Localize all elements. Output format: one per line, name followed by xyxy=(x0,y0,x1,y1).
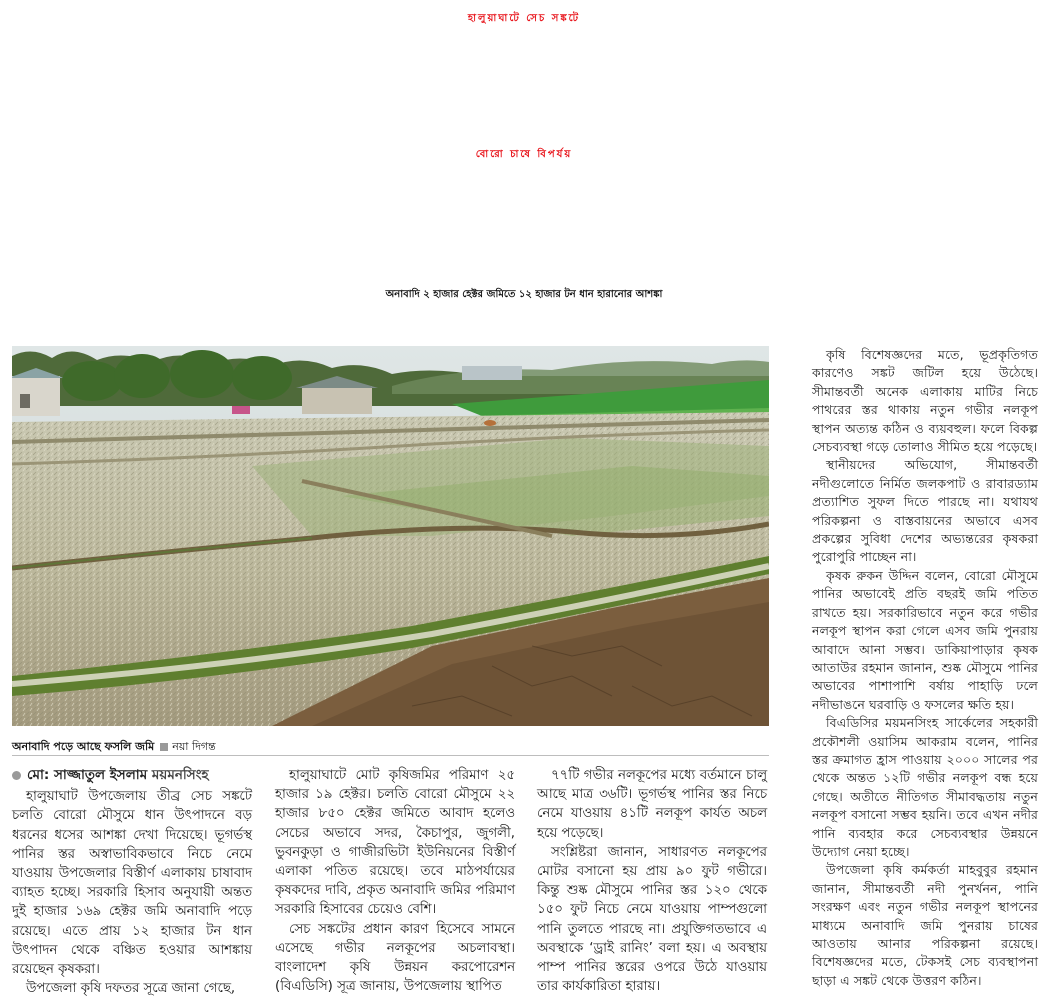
article-paragraph: উপজেলা কৃষি কর্মকর্তা মাহবুবুর রহমান জানান, সীমান্তবর্তী নদী পুনর্খনন, পানি সংরক্ষণ এবং নতুন গভীর নলকূপ স্থাপনের মাধ্যমে অনাবাদি জমি পুনরায় চাষের আওতায় আনার পরিকল্পনা রয়েছে। বিশেষজ্ঞদের মতে, টেকসই সেচ ব্যবস্থাপনা ছাড়া এ সঙ্কট থেকে উত্তরণ কঠিন। xyxy=(812,862,1038,988)
byline-author: মো: সাজ্জাতুল ইসলাম xyxy=(27,767,148,783)
article-paragraph: কৃষি বিশেষজ্ঞদের মতে, ভূপ্রকৃতিগত কারণেও সঙ্কট জটিল হয়ে উঠেছে। সীমান্তবর্তী অনেক এলাকায় মাটির নিচে পাথরের স্তর থাকায় নতুন গভীর নলকূপ স্থাপন অত্যন্ত কঠিন ও ব্যয়বহুল। ফলে বিকল্প সেচব্যবস্থা গড়ে তোলাও সীমিত হয়ে পড়েছে। xyxy=(812,347,1038,455)
article-paragraph: উপজেলা কৃষি দফতর সূত্রে জানা গেছে, xyxy=(26,981,236,997)
photo-caption-text: অনাবাদি পড়ে আছে ফসলি জমি xyxy=(12,740,155,753)
article-column-4 xyxy=(812,346,1038,990)
byline xyxy=(12,766,252,785)
article-paragraph: হালুয়াঘাট উপজেলায় তীব্র সেচ সঙ্কটে চলতি বোরো মৌসুমে ধান উৎপাদনে বড় ধরনের ধসের আশঙ্কা দেখা দিয়েছে। ভূগর্ভস্থ পানির স্তর অস্বাভাবিকভাবে নিচে নেমে যাওয়ায় উপজেলার বিস্তীর্ণ এলাকায় চাষাবাদ ব্যাহত হচ্ছে। সরকারি হিসাব অনুযায়ী অন্তত দুই হাজার ১৬৯ হেক্টর জমি অনাবাদি পড়ে রয়েছে। এতে প্রায় ১২ হাজার টন ধান উৎপাদন থেকে বঞ্চিত হওয়ার আশঙ্কায় রয়েছেন কৃষকরা। xyxy=(12,789,252,978)
caption-divider xyxy=(12,755,769,756)
news-photo xyxy=(12,346,769,726)
photo-credit: নয়া দিগন্ত xyxy=(172,740,216,753)
article-paragraph: সংশ্লিষ্টরা জানান, সাধারণত নলকূপের মোটর বসানো হয় প্রায় ৯০ ফুট গভীরে। কিন্তু শুষ্ক মৌসুমে পানির স্তর ১২০ থেকে ১৫০ ফুট নিচে নেমে যাওয়ায় পাম্পগুলো পানি তুলতে পারছে না। প্রযুক্তিগতভাবে এ অবস্থাকে ‘ড্রাই রানিং’ বলা হয়। এ অবস্থায় পাম্প পানির স্তরের ওপরে উঠে যাওয়ায় তার কার্যকারিতা হারায়। xyxy=(537,844,767,995)
article-column-1 xyxy=(12,766,252,998)
article-paragraph: বিএডিসির ময়মনসিংহ সার্কেলের সহকারী প্রকৌশলী ওয়াসিম আকরাম বলেন, পানির স্তর ক্রমাগত হ্রাস পাওয়ায় ২০০০ সালের পর থেকে অন্তত ১২টি গভীর নলকূপ বন্ধ হয়ে গেছে। অতীতে নীতিগত সীমাবদ্ধতায় নতুন নলকূপ বসানো সম্ভব হয়নি। তবে এখন নদীর পানি ব্যবহার করে সেচব্যবস্থার উন্নয়নে উদ্যোগ নেয়া হচ্ছে। xyxy=(812,715,1038,859)
subheadline: অনাবাদি ২ হাজার হেক্টর জমিতে ১২ হাজার টন ধান হারানোর আশঙ্কা xyxy=(385,289,663,300)
article-paragraph: সেচ সঙ্কটের প্রধান কারণ হিসেবে সামনে এসেছে গভীর নলকূপের অচলাবস্থা। বাংলাদেশ কৃষি উন্নয়ন করপোরেশন (বিএডিসি) সূত্র জানায়, উপজেলায় স্থাপিত xyxy=(275,921,515,995)
byline-location: ময়মনসিংহ xyxy=(151,767,209,783)
headline-line-2: বোরো চাষে বিপর্যয় xyxy=(475,149,573,160)
article-column-2 xyxy=(275,766,515,996)
article-paragraph: স্থানীয়দের অভিযোগ, সীমান্তবর্তী নদীগুলোতে নির্মিত জলকপাট ও রাবারড্যাম প্রত্যাশিত সুফল দিতে পারছে না। যথাযথ পরিকল্পনা ও বাস্তবায়নের অভাবে এসব প্রকল্পের সুবিধা দেশের অভ্যন্তরের কৃষকরা পুরোপুরি পাচ্ছেন না। xyxy=(812,457,1038,565)
headline-line-1: হালুয়াঘাটে সেচ সঙ্কটে xyxy=(467,13,581,24)
article-paragraph: ৭৭টি গভীর নলকূপের মধ্যে বর্তমানে চালু আছে মাত্র ৩৬টি। ভূগর্ভস্থ পানির স্তর নিচে নেমে যাওয়ায় ৪১টি নলকূপ কার্যত অচল হয়ে পড়েছে। xyxy=(537,768,767,841)
article-paragraph: কৃষক রুকন উদ্দিন বলেন, বোরো মৌসুমে পানির অভাবেই প্রতি বছরই জমি পতিত রাখতে হয়। সরকারিভাবে নতুন করে গভীর নলকূপ স্থাপন করা গেলে এসব জমি পুনরায় আবাদে আনা সম্ভব। ডাকিয়াপাড়ার কৃষক আতাউর রহমান জানান, শুষ্ক মৌসুমে পানির অভাবের পাশাপাশি বর্ষায় পাহাড়ি ঢলে নদীভাঙনে ঘরবাড়ি ও ফসলের ক্ষতি হয়। xyxy=(812,567,1038,712)
square-bullet-icon xyxy=(160,743,168,751)
article-paragraph: হালুয়াঘাটে মোট কৃষিজমির পরিমাণ ২৫ হাজার ১৯ হেক্টর। চলতি বোরো মৌসুমে ২২ হাজার ৮৫০ হেক্টর জমিতে আবাদ হলেও সেচের অভাবে সদর, কৈচাপুর, জুগলী, ভুবনকুড়া ও গাজীরভিটা ইউনিয়নের বিস্তীর্ণ এলাকা পতিত রয়েছে। তবে মাঠপর্যায়ের কৃষকদের দাবি, প্রকৃত অনাবাদি জমির পরিমাণ সরকারি হিসাবের চেয়েও বেশি। xyxy=(275,768,515,918)
bullet-icon xyxy=(12,771,21,780)
article-column-3 xyxy=(537,766,767,996)
